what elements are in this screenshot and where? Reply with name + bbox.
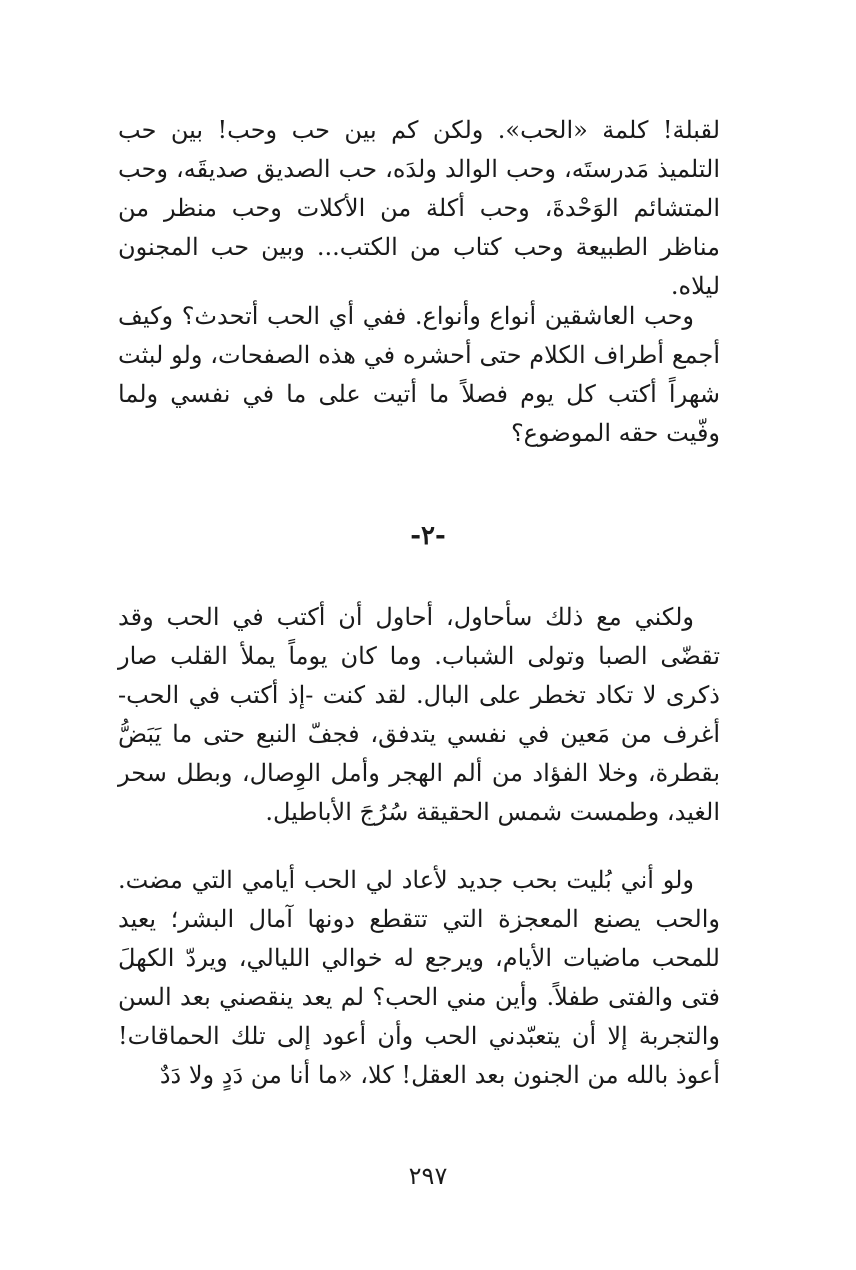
paragraph-3: ولكني مع ذلك سأحاول، أحاول أن أكتب في الحب وقد تقضّى الصبا وتولى الشباب. وما كان يوماً يملأ القلب صار ذكرى لا تكاد تخطر على البال. لقد كنت -إذ أكتب في الحب- أغرف من مَعين في نفسي يتدفق، فجفّ النبع حتى ما يَبَضُّ بقطرة، وخلا الفؤاد من ألم الهجر وأمل الوِصال، وبطل سحر الغيد، وطمست شمس الحقيقة سُرُجَ الأباطيل. <box>118 603 720 826</box>
page-number: ٢٩٧ <box>408 1162 448 1190</box>
paragraph-1: لقبلة! كلمة «الحب». ولكن كم بين حب وحب! بين حب التلميذ مَدرستَه، وحب الوالد ولدَه، حب الصديق صديقَه، وحب المتشائم الوَحْدةَ، وحب أكلة من الأكلات وحب منظر من مناظر الطبيعة وحب كتاب من الكتب... وبين حب المجنون ليلاه. <box>118 116 720 300</box>
section-number: -٢- <box>410 521 446 551</box>
paragraph-2: وحب العاشقين أنواع وأنواع. ففي أي الحب أتحدث؟ وكيف أجمع أطراف الكلام حتى أحشره في هذه الصفحات، ولو لبثت شهراً أكتب كل يوم فصلاً ما أتيت على ما في نفسي ولما وفّيت حقه الموضوع؟ <box>118 302 720 447</box>
paragraph-4: ولو أني بُليت بحب جديد لأعاد لي الحب أيامي التي مضت. والحب يصنع المعجزة التي تتقطع دونها آمال البشر؛ يعيد للمحب ماضيات الأيام، ويرجع له خوالي الليالي، ويردّ الكهلَ فتى والفتى طفلاً. وأين مني الحب؟ لم يعد ينقصني بعد السن والتجربة إلا أن يتعبّدني الحب وأن أعود إلى تلك الحماقات! أعوذ بالله من الجنون بعد العقل! كلا، «ما أنا من دَدٍ ولا دَدٌ <box>118 866 720 1089</box>
